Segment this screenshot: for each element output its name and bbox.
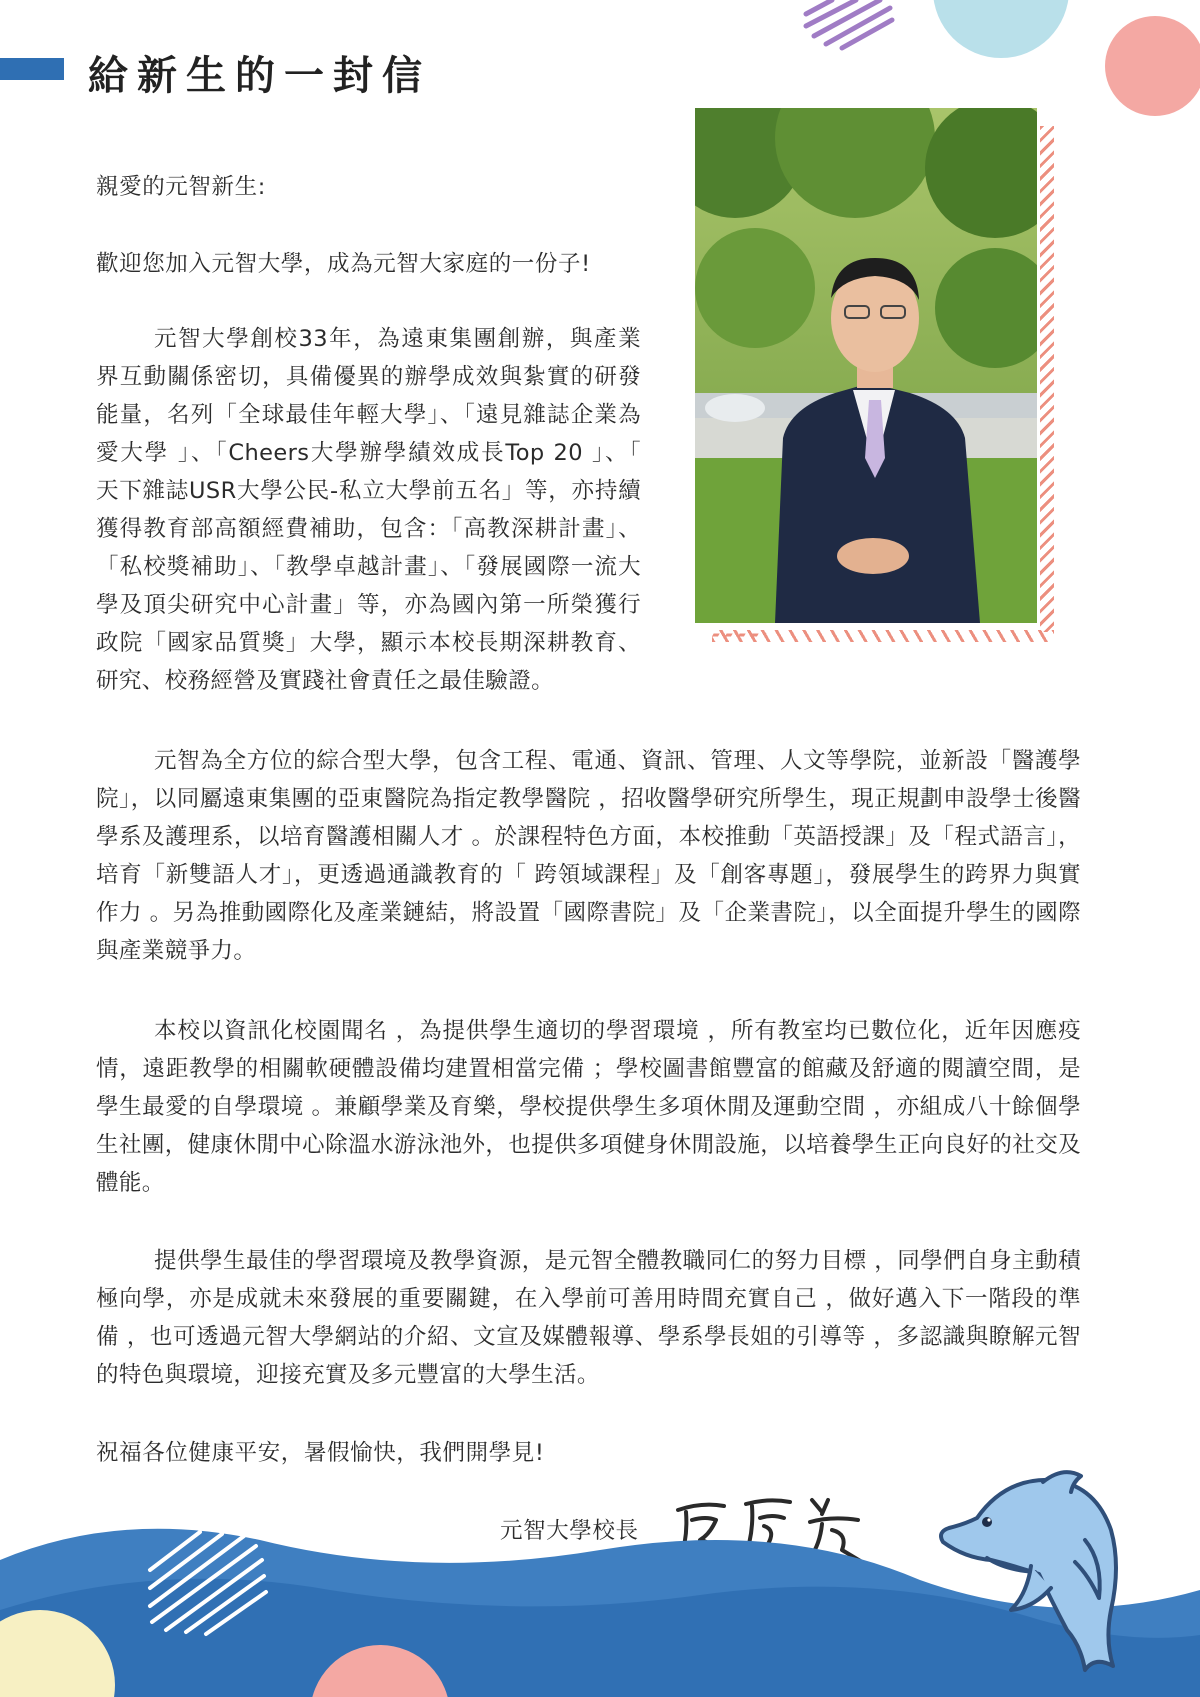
- letter-closing: 祝福各位健康平安，暑假愉快，我們開學見!: [96, 1440, 545, 1466]
- dolphin-illustration: [935, 1470, 1135, 1685]
- page-title: 給新生的一封信: [88, 53, 431, 99]
- pink-circle-decoration: [1105, 16, 1200, 116]
- letter-paragraph-1-text: 元智大學創校33年，為遠東集團創辦，與產業界互動關係密切，具備優異的辦學成效與紮實的研發能量，名列「全球最佳年輕大學」、「遠見雜誌企業為愛大學 」、「Cheers大學辦學績效成長Top 20 」、「 天下雜誌USR大學公民-私立大學前五名」等，亦持續獲得教育部高額經費補助，包含：「高教深耕計畫」、「私校獎補助」、「教學卓越計畫」、「發展國際一流大學及頂尖研究中心計畫」等，亦為國內第一所榮獲行政院「國家品質獎」大學，顯示本校長期深耕教育、研究、校務經營及實踐社會責任之最佳驗證。: [96, 326, 641, 694]
- letter-paragraph-3: 本校以資訊化校園聞名 ，為提供學生適切的學習環境 ，所有教室均已數位化，近年因應疫情，遠距教學的相關軟硬體設備均建置相當完備 ；學校圖書館豐富的館藏及舒適的閱讀空間，是學生最愛的自學環境 。兼顧學業及育樂，學校提供學生多項休閒及運動空間 ，亦組成八十餘個學生社團，健康休閒中心除溫水游泳池外，也提供多項健身休閒設施，以培養學生正向良好的社交及體能。: [96, 1018, 1081, 1196]
- title-accent-bar: [0, 58, 64, 80]
- purple-stripes-decoration: [806, 0, 892, 48]
- letter-paragraph-4: 提供學生最佳的學習環境及教學資源，是元智全體教職同仁的努力目標 ，同學們自身主動積極向學，亦是成就未來發展的重要關鍵，在入學前可善用時間充實自己 ，做好邁入下一階段的準備 ，也可透過元智大學網站的介紹、文宣及媒體報導、學系學長姐的引導等 ，多認識與瞭解元智的特色與環境，迎接充實及多元豐富的大學生活。: [96, 1248, 1081, 1388]
- signer-title: 元智大學校長: [500, 1518, 639, 1544]
- photo-text-wrap-spacer: [641, 320, 1081, 730]
- letter-greeting: 親愛的元智新生:: [96, 174, 266, 200]
- letter-welcome: 歡迎您加入元智大學，成為元智大家庭的一份子!: [96, 251, 591, 277]
- letter-paragraph-2: 元智為全方位的綜合型大學，包含工程、電通、資訊、管理、人文等學院，並新設「醫護學院」，以同屬遠東集團的亞東醫院為指定教學醫院 ，招收醫學研究所學生，現正規劃申設學士後醫學系及護理系，以培育醫護相關人才 。於課程特色方面，本校推動「英語授課」及「程式語言」，培育「新雙語人才」，更透過通識教育的「 跨領域課程」及「創客專題」，發展學生的跨界力與實作力 。另為推動國際化及產業鏈結，將設置「國際書院」及「企業書院」，以全面提升學生的國際與產業競爭力。: [96, 748, 1081, 964]
- light-blue-circle-decoration: [933, 0, 1069, 58]
- letter-paragraph-1: [96, 320, 1081, 730]
